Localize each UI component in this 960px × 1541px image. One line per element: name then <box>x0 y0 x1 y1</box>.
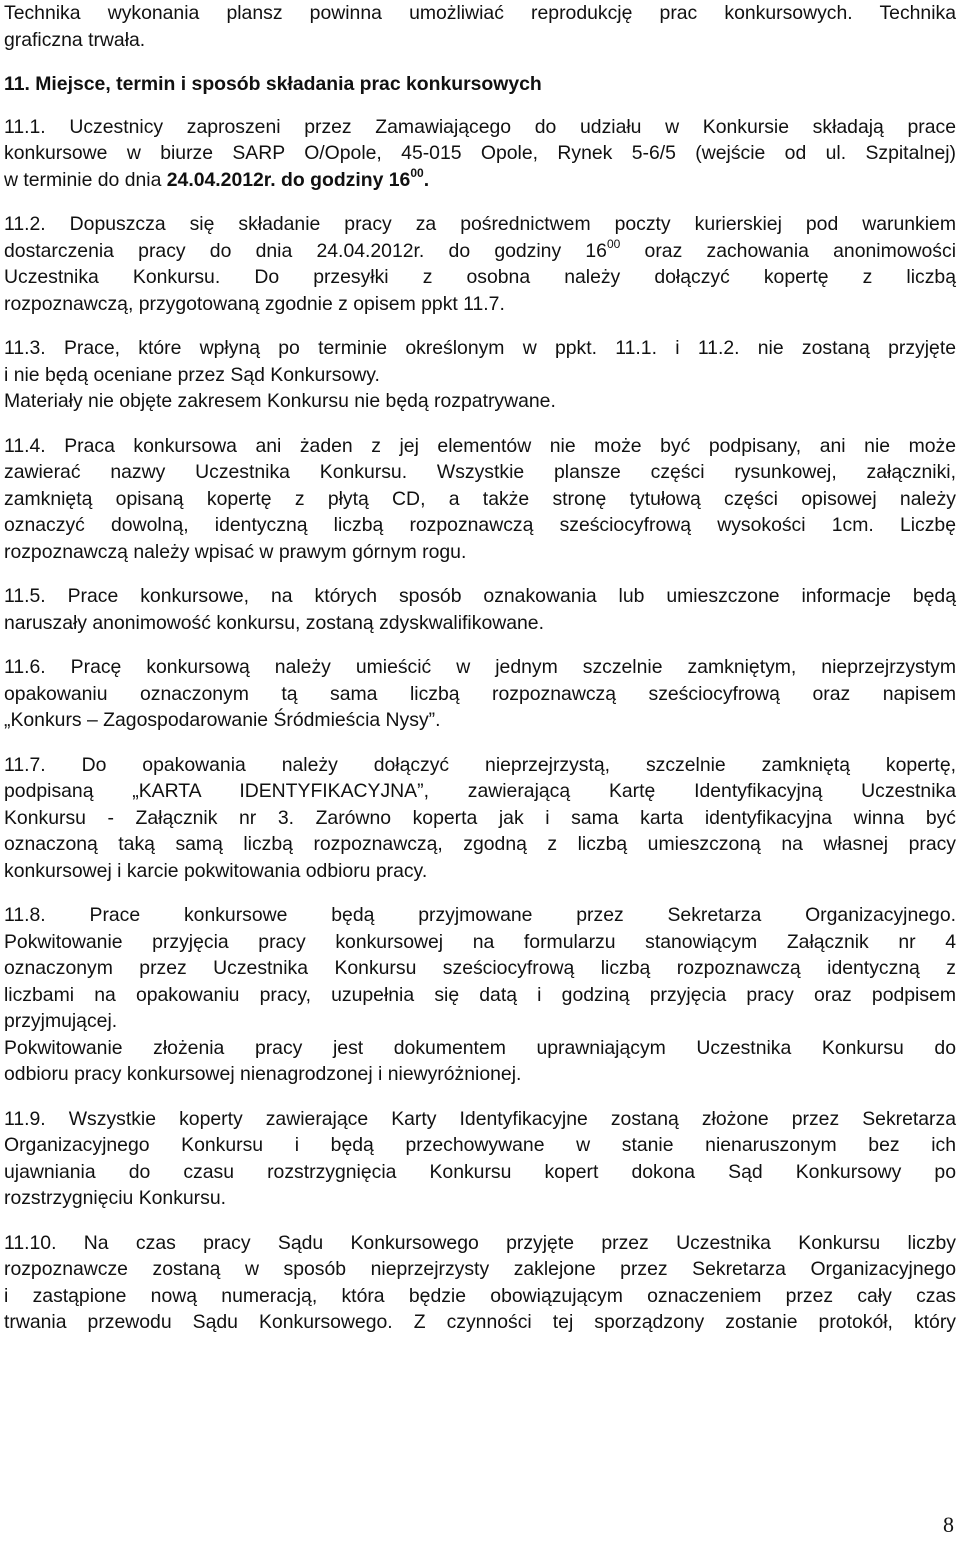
paragraph-11-4-line: zamkniętą opisaną kopertę z płytą CD, a także stronę tytułową części opisowej należy <box>4 487 956 510</box>
paragraph-11-6-line: „Konkurs – Zagospodarowanie Śródmieścia Nysy”. <box>4 709 441 731</box>
paragraph-11-2-line: Uczestnika Konkursu. Do przesyłki z osobna należy dołączyć kopertę z liczbą <box>4 266 956 288</box>
paragraph-11-8-line: Pokwitowanie przyjęcia pracy konkursowej na formularzu stanowiącym Załącznik nr 4 <box>4 930 956 953</box>
paragraph-11-1-line: konkursowe w biurze SARP O/Opole, 45-015 Opole, Rynek 5-6/5 (wejście od ul. Szpitalnej) <box>4 142 956 164</box>
page-number: 8 <box>943 1512 954 1537</box>
paragraph-11-6-line: 11.6. Pracę konkursową należy umieścić w jednym szczelnie zamkniętym, nieprzejrzystym <box>4 656 956 678</box>
paragraph-11-10-line: rozpoznawcze zostaną w sposób nieprzejrzysty zaklejone przez Sekretarza Organizacyjnego <box>4 1258 956 1280</box>
paragraph-11-5-line: 11.5. Prace konkursowe, na których sposób oznakowania lub umieszczone informacje będą <box>4 585 956 607</box>
paragraph-11-8-line: odbioru pracy konkursowej nienagrodzonej i niewyróżnionej. <box>4 1063 522 1085</box>
paragraph-11-8-line: 11.8. Prace konkursowe będą przyjmowane przez Sekretarza Organizacyjnego. <box>4 904 956 926</box>
paragraph-11-9-line: ujawniania do czasu rozstrzygnięcia Konkursu kopert dokona Sąd Konkursowy po <box>4 1160 956 1183</box>
paragraph-11-4-line: 11.4. Praca konkursowa ani żaden z jej elementów nie może być podpisany, ani nie może <box>4 434 956 457</box>
paragraph-11-2-line: rozpoznawczą, przygotowaną zgodnie z opisem ppkt 11.7. <box>4 292 505 315</box>
paragraph-11-3-line: Materiały nie objęte zakresem Konkursu nie będą rozpatrywane. <box>4 390 556 412</box>
deadline-suffix: . <box>423 168 430 191</box>
deadline-superscript: 00 <box>410 165 424 180</box>
paragraph-11-9-line: 11.9. Wszystkie koperty zawierające Karty Identyfikacyjne zostaną złożone przez Sekretarza <box>4 1107 956 1130</box>
paragraph-11-8-line: Pokwitowanie złożenia pracy jest dokumentem uprawniającym Uczestnika Konkursu do <box>4 1036 956 1059</box>
deadline-prefix: w terminie do dnia <box>4 168 167 191</box>
paragraph-11-9-line: Organizacyjnego Konkursu i będą przechowywane w stanie nienaruszonym bez ich <box>4 1134 956 1156</box>
paragraph-11-8-line: oznaczonym przez Uczestnika Konkursu sześciocyfrową liczbą rozpoznawczą identyczną z <box>4 957 956 979</box>
paragraph-11-7-line: Konkursu - Załącznik nr 3. Zarówno koperta jak i sama karta identyfikacyjna winna być <box>4 806 956 829</box>
intro-line: Technika wykonania plansz powinna umożliwiać reprodukcję prac konkursowych. Technika <box>4 2 956 24</box>
document-page <box>4 0 956 1336</box>
paragraph-11-10-line: trwania przewodu Sądu Konkursowego. Z czynności tej sporządzony zostanie protokół, który <box>4 1311 956 1333</box>
paragraph-11-10-line: 11.10. Na czas pracy Sądu Konkursowego przyjęte przez Uczestnika Konkursu liczby <box>4 1231 956 1254</box>
paragraph-11-8-line: przyjmującej. <box>4 1010 118 1032</box>
paragraph-11-5-line: naruszały anonimowość konkursu, zostaną zdyskwalifikowane. <box>4 611 544 634</box>
paragraph-11-4-line: zawierać nazwy Uczestnika Konkursu. Wszystkie plansze części rysunkowej, załączniki, <box>4 461 956 483</box>
paragraph-11-2-line <box>4 238 956 265</box>
paragraph-11-3-line: 11.3. Prace, które wpłyną po terminie określonym w ppkt. 11.1. i 11.2. nie zostaną przyjęte <box>4 337 956 359</box>
paragraph-11-3-line: i nie będą oceniane przez Sąd Konkursowy. <box>4 363 380 386</box>
paragraph-11-1-line: 11.1. Uczestnicy zaproszeni przez Zamawiającego do udziału w Konkursie składają prace <box>4 115 956 138</box>
paragraph-11-1-line <box>4 167 956 194</box>
paragraph-11-8-line: liczbami na opakowaniu pracy, uzupełnia się datą i godziną przyjęcia pracy oraz podpisem <box>4 983 956 1006</box>
deadline-bold: 24.04.2012r. do godziny 16 <box>166 168 411 191</box>
paragraph-11-7-line: 11.7. Do opakowania należy dołączyć nieprzejrzystą, szczelnie zamkniętą kopertę, <box>4 753 956 776</box>
paragraph-11-6-line: opakowaniu oznaczonym tą sama liczbą rozpoznawczą sześciocyfrową oraz napisem <box>4 682 956 705</box>
courier-deadline-suffix: oraz zachowania anonimowości <box>620 239 956 262</box>
section-heading: 11. Miejsce, termin i sposób składania prac konkursowych <box>4 73 542 95</box>
paragraph-11-7-line: oznaczoną taką samą liczbą rozpoznawczą, zgodną z liczbą umieszczoną na własnej pracy <box>4 833 956 855</box>
paragraph-11-4-line: rozpoznawczą należy wpisać w prawym górnym rogu. <box>4 540 467 563</box>
paragraph-11-7-line: podpisaną „KARTA IDENTYFIKACYJNA”, zawierającą Kartę Identyfikacyjną Uczestnika <box>4 780 956 802</box>
courier-deadline-prefix: dostarczenia pracy do dnia 24.04.2012r. do godziny 16 <box>4 239 607 262</box>
intro-line: graficzna trwała. <box>4 28 146 51</box>
paragraph-11-2-line: 11.2. Dopuszcza się składanie pracy za pośrednictwem poczty kurierskiej pod warunkiem <box>4 213 956 235</box>
paragraph-11-4-line: oznaczyć dowolną, identyczną liczbą rozpoznawczą sześciocyfrową wysokości 1cm. Liczbę <box>4 514 956 536</box>
courier-deadline-superscript: 00 <box>606 236 621 251</box>
paragraph-11-9-line: rozstrzygnięciu Konkursu. <box>4 1187 227 1209</box>
paragraph-11-10-line: i zastąpione nową numeracją, która będzie obowiązującym oznaczeniem przez cały czas <box>4 1284 956 1307</box>
paragraph-11-7-line: konkursowej i karcie pokwitowania odbioru pracy. <box>4 859 428 882</box>
